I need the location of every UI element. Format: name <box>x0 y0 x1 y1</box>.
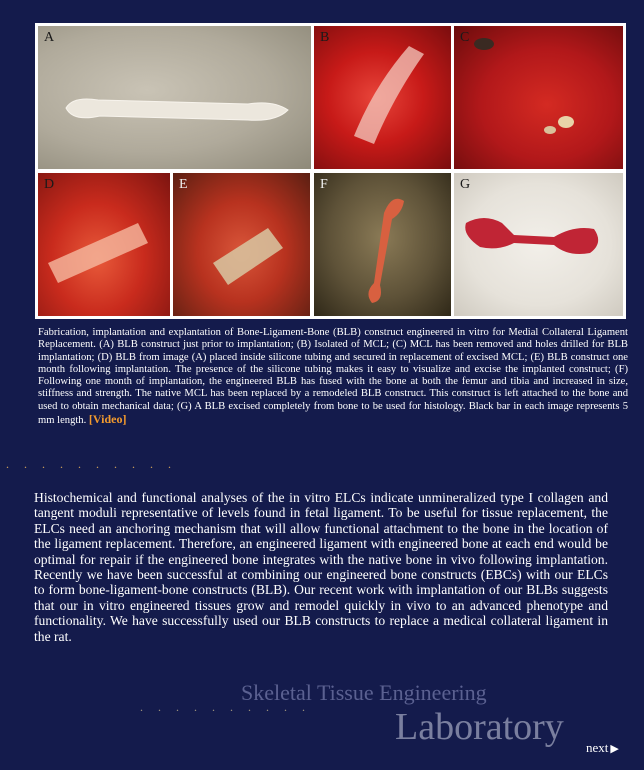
excised-blb-shape <box>454 173 623 316</box>
panel-label-c: C <box>460 30 470 45</box>
photo-g-excised-blb <box>454 173 623 316</box>
next-arrow-icon: ▶ <box>610 743 619 755</box>
photo-e-one-month <box>173 173 310 316</box>
panel-label-g: G <box>460 177 471 192</box>
photo-b-isolated-mcl <box>314 26 451 169</box>
body-paragraph: Histochemical and functional analyses of the in vitro ELCs indicate unmineralized type I collagen and tangent moduli representative of levels found in fetal ligament. To be useful for tissue replacement, the ELCs need an anchoring mechanism that will allow functional attachment to the bone in the location of the ligament replacement. Therefore, an engineered ligament with engineered bone at each end would be optimal for repair if the engineered bone integrates with the native bone in vivo following implantation. Recently we have been successful at combining our engineered bone constructs (EBCs) with our ELCs to form bone-ligament-bone constructs (BLB). Our recent work with implantation of our BLBs suggests that our in vitro engineered tissues grow and remodel quickly in vivo to an advanced phenotype and functionality. We have successfully used our BLB constructs to replace a medical collateral ligament in the rat. <box>34 490 608 644</box>
fused-bone-shape <box>314 173 451 316</box>
video-link[interactable]: [Video] <box>88 412 127 427</box>
next-label: next <box>586 740 609 755</box>
blb-construct-shape <box>38 26 311 169</box>
panel-label-e: E <box>179 177 188 192</box>
figure-caption <box>38 327 628 427</box>
lab-title-line1: Skeletal Tissue Engineering <box>241 680 487 705</box>
photo-c-drilled-holes <box>454 26 623 169</box>
panel-label-b: B <box>320 30 330 45</box>
mcl-tissue-shape <box>314 26 451 169</box>
figure-panel <box>35 23 626 319</box>
photo-a-blb-construct <box>38 26 311 169</box>
next-link[interactable] <box>586 740 619 756</box>
drilled-holes-shape <box>454 26 623 169</box>
panel-label-d: D <box>44 177 55 192</box>
decorative-dots-bottom: . . . . . . . . . . <box>140 700 311 714</box>
implanted-construct-shape <box>173 173 310 316</box>
caption-text: Fabrication, implantation and explantation of Bone-Ligament-Bone (BLB) construct engineered in vitro for Medial Collateral Ligament Replacement. (A) BLB construct just prior to implantation; (B) Isolated of MCL; (C) MCL has been removed and holes drilled for BLB implantation; (D) BLB from image (A) placed inside silicone tubing and secured in replacement of excised MCL; (E) BLB construct one month following implantation. The presence of the silicone tubing makes it easy to visualize and excise the implanted construct; (F) Following one month of implantation, the engineered BLB has fused with the bone at both the femur and tibia and increased in size, stiffness and strength. The native MCL has been replaced by a remodeled BLB construct. This construct is left attached to the bone and used to obtain mechanical data; (G) A BLB excised completely from bone to be used for histology. Black bar in each image represents 5 mm length. <box>38 327 628 427</box>
silicone-tubing-shape <box>38 173 170 316</box>
panel-label-a: A <box>44 30 55 45</box>
photo-f-fused-bone <box>314 173 451 316</box>
panel-label-f: F <box>320 177 328 192</box>
photo-d-silicone-tubing <box>38 173 170 316</box>
lab-title-line2: Laboratory <box>395 706 564 748</box>
decorative-dots-top: . . . . . . . . . . <box>6 457 177 471</box>
